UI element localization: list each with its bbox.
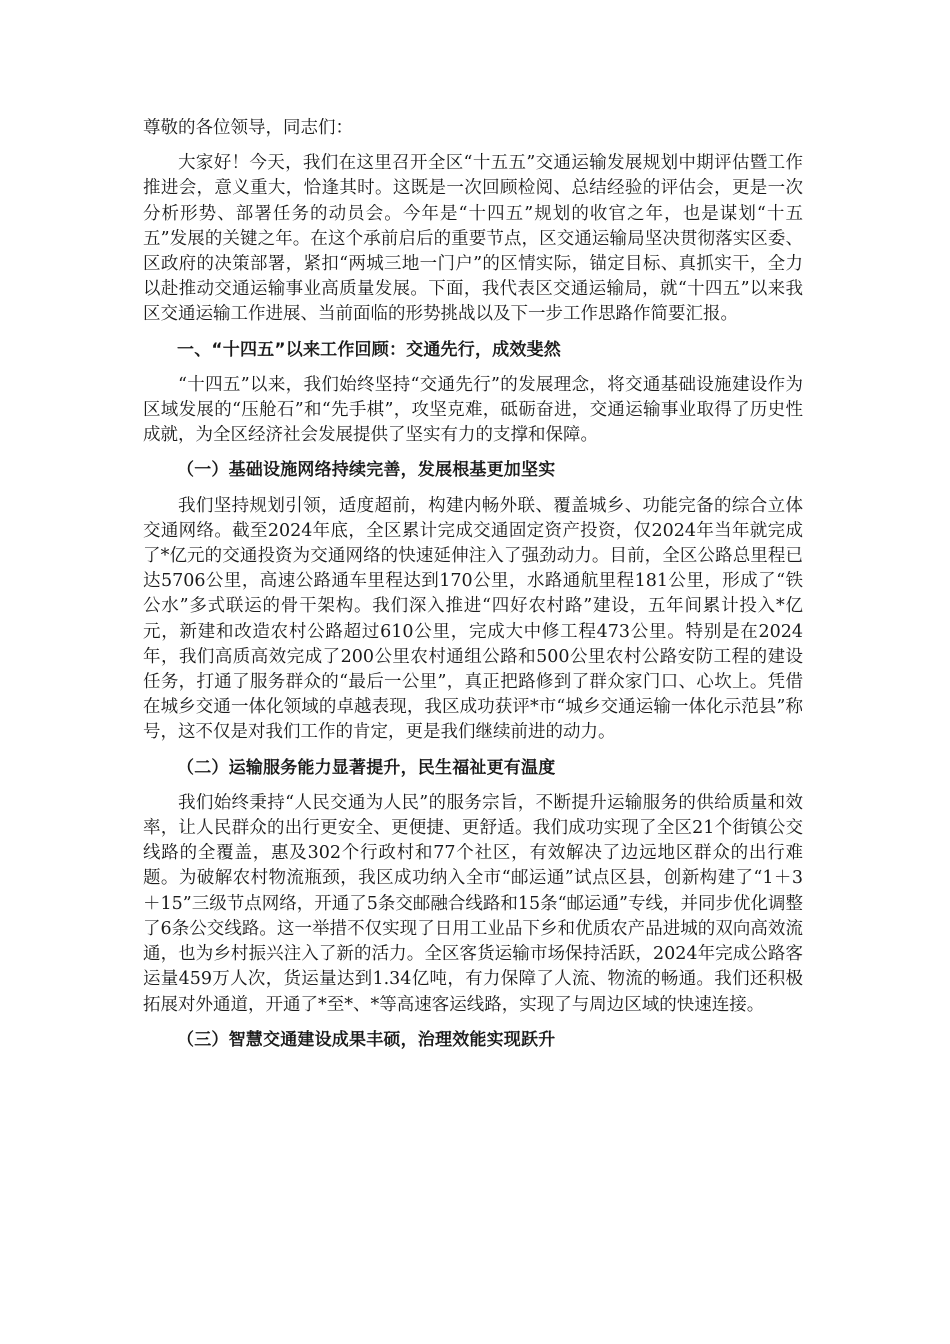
subsection-heading-3: （三）智慧交通建设成果丰硕，治理效能实现跃升 xyxy=(177,1029,556,1050)
intro-paragraph: 大家好！今天，我们在这里召开全区“十五五”交通运输发展规划中期评估暨工作推进会，意义重大，恰逢其时。这既是一次回顾检阅、总结经验的评估会，更是一次分析形势、部署任务的动员会。今年是“十四五”规划的收官之年，也是谋划“十五五”发展的关键之年。在这个承前启后的重要节点，区交通运输局坚决贯彻落实区委、区政府的决策部署，紧扣“两城三地一门户”的区情实际，锚定目标、真抓实干，全力以赴推动交通运输事业高质量发展。下面，我代表区交通运输局，就“十四五”以来我区交通运输工作进展、当前面临的形势挑战以及下一步工作思路作简要汇报。 xyxy=(143,153,803,325)
subsection-heading-2: （二）运输服务能力显著提升，民生福祉更有温度 xyxy=(177,757,556,778)
section-heading-1: 一、“十四五”以来工作回顾：交通先行，成效斐然 xyxy=(177,339,561,360)
subsection-2-paragraph: 我们始终秉持“人民交通为人民”的服务宗旨，不断提升运输服务的供给质量和效率，让人民群众的出行更安全、更便捷、更舒适。我们成功实现了全区21个街镇公交线路的全覆盖，惠及302个行政村和77个社区，有效解决了边远地区群众的出行难题。为破解农村物流瓶颈，我区成功纳入全市“邮运通”试点区县，创新构建了“1＋3＋15”三级节点网络，开通了5条交邮融合线路和15条“邮运通”专线，并同步优化调整了6条公交线路。这一举措不仅实现了日用工业品下乡和优质农产品进城的双向高效流通，也为乡村振兴注入了新的活力。全区客货运输市场保持活跃，2024年完成公路客运量459万人次，货运量达到1.34亿吨，有力保障了人流、物流的畅通。我们还积极拓展对外通道，开通了*至*、*等高速客运线路，实现了与周边区域的快速连接。 xyxy=(143,792,804,1015)
subsection-heading-1: （一）基础设施网络持续完善，发展根基更加坚实 xyxy=(177,460,556,481)
section-1-paragraph: “十四五”以来，我们始终坚持“交通先行”的发展理念，将交通基础设施建设作为区域发展的“压舱石”和“先手棋”，攻坚克难，砥砺奋进，交通运输事业取得了历史性成就，为全区经济社会发展提供了坚实有力的支撑和保障。 xyxy=(143,374,803,446)
document-body xyxy=(143,116,803,1063)
salutation: 尊敬的各位领导，同志们： xyxy=(143,118,353,138)
subsection-1-paragraph: 我们坚持规划引领，适度超前，构建内畅外联、覆盖城乡、功能完备的综合立体交通网络。截至2024年底，全区累计完成交通固定资产投资，仅2024年当年就完成了*亿元的交通投资为交通网络的快速延伸注入了强劲动力。目前，全区公路总里程已达5706公里，高速公路通车里程达到170公里，水路通航里程181公里，形成了“铁公水”多式联运的骨干架构。我们深入推进“四好农村路”建设，五年间累计投入*亿元，新建和改造农村公路超过610公里，完成大中修工程473公里。特别是在2024年，我们高质高效完成了200公里农村通组公路和500公里农村公路安防工程的建设任务，打通了服务群众的“最后一公里”，真正把路修到了群众家门口、心坎上。凭借在城乡交通一体化领域的卓越表现，我区成功获评*市“城乡交通运输一体化示范县”称号，这不仅是对我们工作的肯定，更是我们继续前进的动力。 xyxy=(143,495,803,743)
